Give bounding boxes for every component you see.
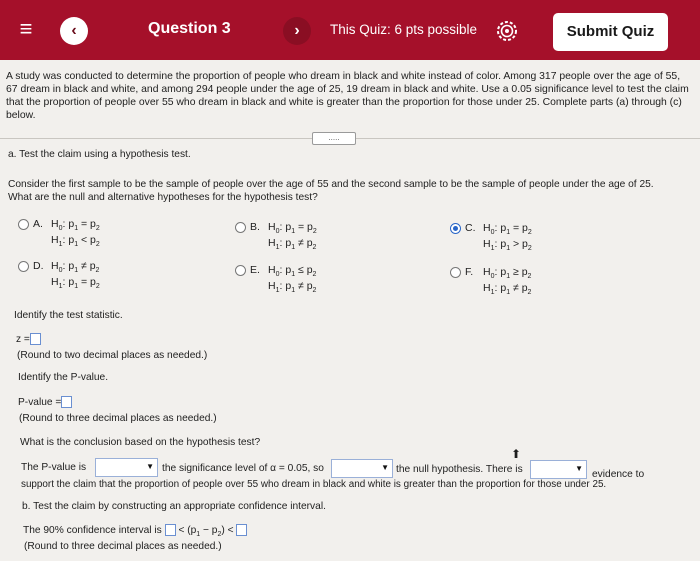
problem-statement: A study was conducted to determine the proportion of people who dream in black and white instead of color. Among 317 people over the age of 55, 67 dream in black and white, and among 294 people under the age of 25, 19 dream in black and white. Use a 0.05 significance level to test the claim that the proportion of people over 55 who dream in black and white is greater than the proportion for those under 25. Complete parts (a) through (c) below. — [6, 71, 689, 121]
alternative-hypothesis: $H_1$: $p_1 > p_2$ — [483, 238, 532, 253]
settings-button[interactable] — [496, 20, 518, 42]
conclusion-prompt: What is the conclusion based on the hypothesis test? — [20, 437, 261, 448]
conclusion-text-3: the null hypothesis. There is — [396, 464, 523, 475]
question-title: Question 3 — [148, 20, 231, 37]
mouse-cursor-icon: ⬆ — [511, 447, 522, 461]
null-decision-dropdown[interactable] — [331, 459, 393, 478]
dropdown-arrow-icon: ▼ — [575, 464, 583, 473]
conclusion-text-1: The P-value is — [21, 462, 87, 473]
radio-button[interactable] — [18, 219, 29, 230]
submit-quiz-button[interactable]: Submit Quiz — [553, 13, 668, 51]
option-letter: C. — [465, 222, 476, 234]
pvalue-label: P-value = — [18, 397, 62, 408]
radio-button[interactable] — [18, 261, 29, 272]
alternative-hypothesis: $H_1$: $p_1 \ne p_2$ — [268, 237, 317, 252]
pvalue-row — [18, 396, 72, 409]
radio-button[interactable] — [235, 265, 246, 276]
null-hypothesis: $H_0$: $p_1 = p_2$ — [51, 218, 100, 233]
pvalue-prompt: Identify the P-value. — [18, 372, 109, 383]
radio-button[interactable] — [450, 223, 461, 234]
expand-button[interactable]: ..... — [312, 132, 356, 145]
alternative-hypothesis: $H_1$: $p_1 \ne p_2$ — [483, 282, 532, 297]
dropdown-arrow-icon: ▼ — [146, 462, 154, 471]
previous-question-button[interactable] — [60, 17, 88, 45]
menu-icon[interactable]: ≡ — [19, 16, 33, 41]
option-letter: B. — [250, 221, 260, 233]
alternative-hypothesis: $H_1$: $p_1 = p_2$ — [51, 276, 100, 291]
ci-upper-input[interactable] — [236, 524, 247, 536]
pvalue-comparison-dropdown[interactable] — [95, 458, 158, 477]
test-statistic-prompt: Identify the test statistic. — [14, 310, 123, 321]
top-bar — [0, 0, 700, 60]
part-b-label: b. Test the claim by constructing an appropriate confidence interval. — [22, 501, 326, 512]
null-hypothesis: $H_0$: $p_1 \le p_2$ — [268, 264, 317, 279]
null-hypothesis: $H_0$: $p_1 \ne p_2$ — [51, 260, 100, 275]
ci-hint: (Round to three decimal places as needed.) — [24, 541, 222, 552]
z-input[interactable] — [30, 333, 41, 345]
conclusion-text-5: support the claim that the proportion of people over 55 who dream in black and white is greater than the proportion for those under 25. — [21, 479, 607, 490]
conclusion-text-2: the significance level of α = 0.05, so — [162, 463, 324, 474]
null-hypothesis: $H_0$: $p_1 = p_2$ — [268, 221, 317, 236]
gear-icon — [496, 20, 518, 42]
pvalue-input[interactable] — [61, 396, 72, 408]
part-a-instructions: Consider the first sample to be the sample of people over the age of 55 and the second sample to be the sample of people under the age of 25. What are the null and alternative hypotheses for the hypothesis test? — [8, 179, 654, 203]
confidence-interval-row — [23, 524, 247, 541]
option-letter: E. — [250, 264, 260, 276]
null-hypothesis: $H_0$: $p_1 = p_2$ — [483, 222, 532, 237]
null-hypothesis: $H_0$: $p_1 \ge p_2$ — [483, 266, 532, 281]
chevron-right-icon: › — [294, 22, 300, 39]
option-letter: D. — [33, 260, 44, 272]
next-question-button[interactable] — [283, 17, 311, 45]
ci-lower-input[interactable] — [165, 524, 176, 536]
ci-prefix: The 90% confidence interval is — [23, 525, 162, 536]
alternative-hypothesis: $H_1$: $p_1 < p_2$ — [51, 234, 100, 249]
dropdown-arrow-icon: ▼ — [381, 463, 389, 472]
alternative-hypothesis: $H_1$: $p_1 \ne p_2$ — [268, 280, 317, 295]
pvalue-hint: (Round to three decimal places as needed.) — [19, 413, 217, 424]
radio-button[interactable] — [450, 267, 461, 278]
z-row — [16, 333, 41, 346]
option-letter: F. — [465, 266, 474, 278]
radio-button[interactable] — [235, 222, 246, 233]
ci-middle: < $(p_1 - p_2)$ < — [178, 525, 234, 539]
evidence-dropdown[interactable] — [530, 460, 587, 479]
chevron-left-icon: ‹ — [71, 22, 77, 39]
conclusion-text-4: evidence to — [592, 469, 645, 480]
option-letter: A. — [33, 218, 43, 230]
part-a-label: a. Test the claim using a hypothesis test. — [8, 149, 191, 160]
z-hint: (Round to two decimal places as needed.) — [17, 350, 208, 361]
z-label: z = — [16, 334, 30, 345]
quiz-points-label: This Quiz: 6 pts possible — [330, 22, 478, 37]
